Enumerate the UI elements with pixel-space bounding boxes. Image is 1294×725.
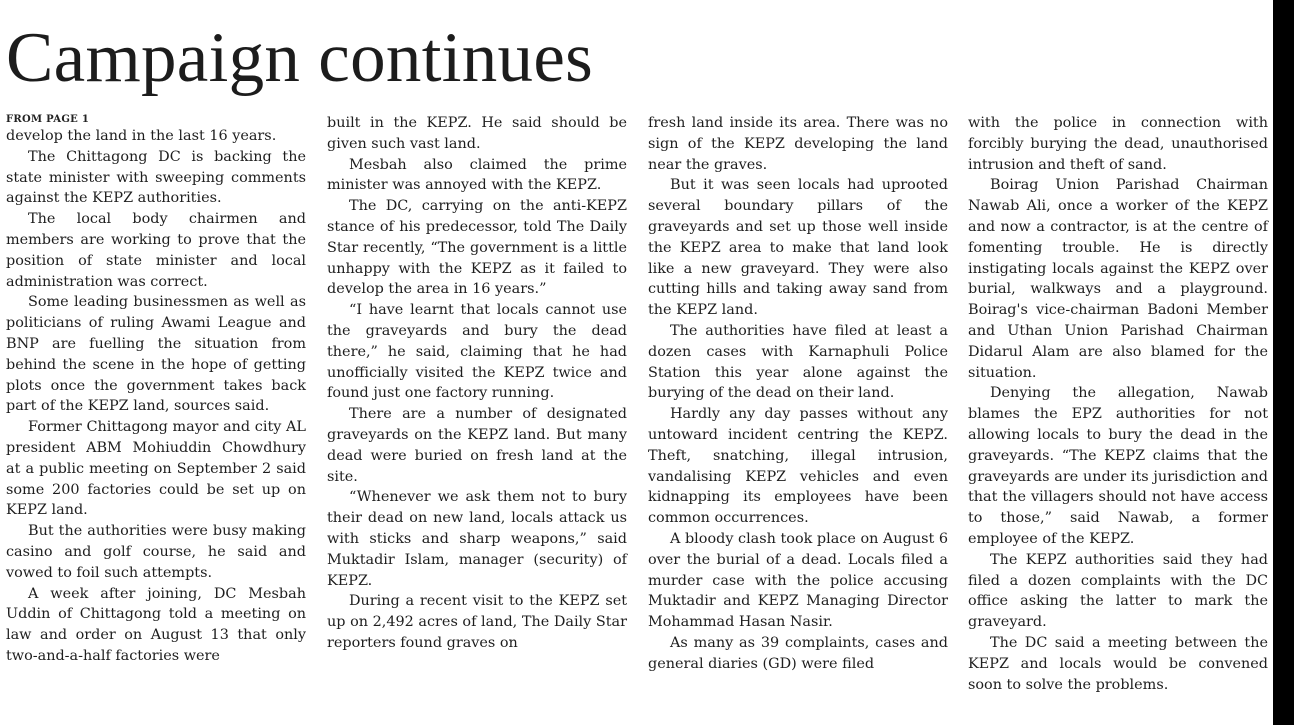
paragraph: During a recent visit to the KEPZ set up on 2,492 acres of land, The Daily Star reporters found graves on bbox=[327, 593, 627, 651]
paragraph: The local body chairmen and members are working to prove that the position of state minister and local administration was correct. bbox=[6, 211, 306, 290]
paragraph: fresh land inside its area. There was no sign of the KEPZ developing the land near the graves. bbox=[648, 115, 948, 173]
continued-from-label: FROM PAGE 1 bbox=[6, 114, 90, 125]
paragraph: Some leading businessmen as well as politicians of ruling Awami League and BNP are fuelling the situation from behind the scene in the hope of getting plots once the government takes back part of the KEPZ land, sources said. bbox=[6, 294, 306, 415]
paragraph: The authorities have filed at least a dozen cases with Karnaphuli Police Station this year alone against the burying of the dead on their land. bbox=[648, 322, 948, 402]
paragraph: The KEPZ authorities said they had filed a dozen complaints with the DC office asking the latter to mark the graveyard. bbox=[968, 551, 1268, 631]
paragraph: A bloody clash took place on August 6 over the burial of a dead. Locals filed a murder case with the police accusing Muktadir and KEPZ Managing Director Mohammad Hasan Nasir. bbox=[648, 530, 948, 631]
article-column-4 bbox=[968, 113, 1268, 695]
paragraph: The DC said a meeting between the KEPZ and locals would be convened soon to solve the problems. bbox=[968, 634, 1268, 693]
article-column-3 bbox=[648, 113, 948, 675]
paragraph: “Whenever we ask them not to bury their dead on new land, locals attack us with sticks and sharp weapons,” said Muktadir Islam, manager (security) of KEPZ. bbox=[327, 489, 627, 589]
paragraph: Boirag Union Parishad Chairman Nawab Ali, once a worker of the KEPZ and now a contractor, is at the centre of fomenting trouble. He is directly instigating locals against the KEPZ over burial, walkways and a playground. Boirag's vice-chairman Badoni Member and Uthan Union Parishad Chairman Didarul Alam are also blamed for the situation. bbox=[968, 177, 1268, 381]
paragraph: built in the KEPZ. He said should be given such vast land. bbox=[327, 115, 627, 152]
paragraph: “I have learnt that locals cannot use the graveyards and bury the dead there,” he said, claiming that he had unofficially visited the KEPZ twice and found just one factory running. bbox=[327, 302, 627, 402]
paragraph: But the authorities were busy making casino and golf course, he said and vowed to foil such attempts. bbox=[6, 523, 306, 581]
page-edge-bar bbox=[1273, 0, 1294, 725]
paragraph: There are a number of designated graveyards on the KEPZ land. But many dead were buried on fresh land at the site. bbox=[327, 406, 627, 485]
paragraph: As many as 39 complaints, cases and general diaries (GD) were filed bbox=[648, 634, 948, 672]
article-column-2 bbox=[327, 113, 627, 654]
paragraph: Former Chittagong mayor and city AL president ABM Mohiuddin Chowdhury at a public meeting on September 2 said some 200 factories could be set up on KEPZ land. bbox=[6, 419, 306, 519]
paragraph: A week after joining, DC Mesbah Uddin of Chittagong told a meeting on law and order on August 13 that only two-and-a-half factories were bbox=[6, 585, 306, 664]
paragraph: Hardly any day passes without any untoward incident centring the KEPZ. Theft, snatching, illegal intrusion, vandalising KEPZ vehicles and even kidnapping its employees have been common occurrences. bbox=[648, 406, 948, 527]
paragraph: The Chittagong DC is backing the state minister with sweeping comments against the KEPZ authorities. bbox=[6, 148, 306, 207]
paragraph: But it was seen locals had uprooted several boundary pillars of the graveyards and set up those well inside the KEPZ area to make that land look like a new graveyard. They were also cutting hills and taking away sand from the KEPZ land. bbox=[648, 177, 948, 319]
paragraph: The DC, carrying on the anti-KEPZ stance of his predecessor, told The Daily Star recently, “The government is a little unhappy with the KEPZ as it failed to develop the area in 16 years.” bbox=[327, 198, 627, 298]
article-column-1 bbox=[6, 113, 306, 667]
headline: Campaign continues bbox=[6, 19, 594, 97]
paragraph: with the police in connection with forcibly burying the dead, unauthorised intrusion and theft of sand. bbox=[968, 115, 1268, 173]
paragraph: develop the land in the last 16 years. bbox=[6, 128, 277, 144]
paragraph: Mesbah also claimed the prime minister was annoyed with the KEPZ. bbox=[327, 156, 627, 194]
paragraph: Denying the allegation, Nawab blames the EPZ authorities for not allowing locals to bury the dead in the graveyards. “The KEPZ claims that the graveyards are under its jurisdiction and that the villagers should not have access to those,” said Nawab, a former employee of the KEPZ. bbox=[968, 385, 1268, 547]
